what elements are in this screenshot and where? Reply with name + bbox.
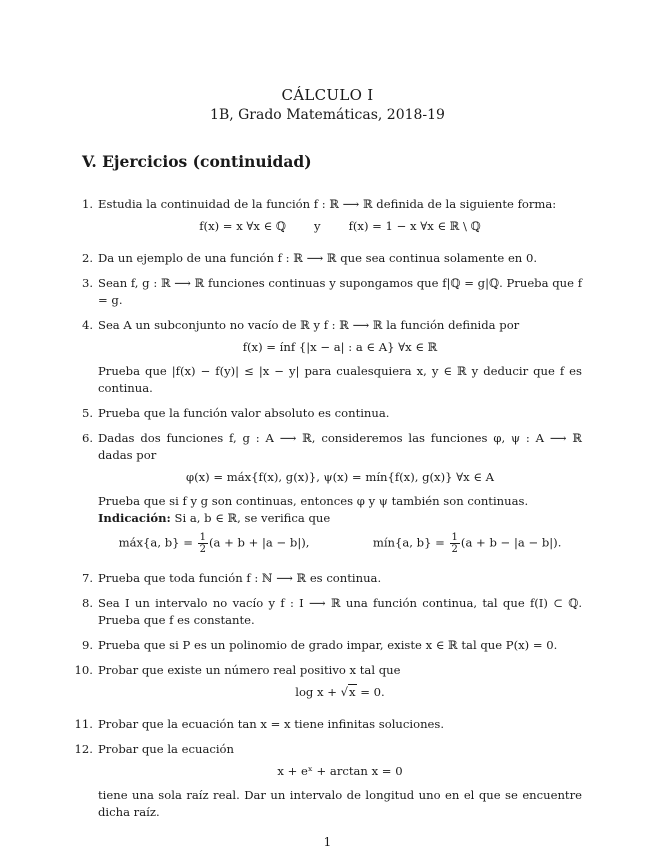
exercise-text: tiene una sola raíz real. Dar un intervalo de longitud uno en el que se encuentre dicha raíz.: [98, 788, 582, 819]
equation-part: log x +: [295, 685, 337, 699]
hint: [98, 510, 582, 527]
exercise-list: [74, 196, 582, 829]
exercise-number: 3.: [81, 276, 93, 290]
exercise-text: Prueba que si P es un polinomio de grado impar, existe x ∈ ℝ tal que P(x) = 0.: [98, 638, 558, 652]
exercise-4: [74, 317, 582, 397]
exercise-number: 9.: [81, 638, 93, 652]
exercise-text: Sean f, g : ℝ ⟶ ℝ funciones continuas y supongamos que f|ℚ = g|ℚ. Prueba que f = g.: [98, 276, 582, 307]
equation: [98, 218, 582, 235]
fraction: [450, 532, 460, 555]
exercise-number: 8.: [81, 596, 93, 610]
exercise-text: Prueba que toda función f : ℕ ⟶ ℝ es continua.: [98, 571, 382, 585]
exercise-text: Sea A un subconjunto no vacío de ℝ y f : ℝ ⟶ ℝ la función definida por: [98, 318, 520, 332]
course-title: CÁLCULO I: [281, 86, 374, 104]
exercise-10: [74, 662, 582, 708]
exercise-number: 7.: [81, 571, 93, 585]
equation: [98, 684, 582, 701]
exercise-number: 12.: [74, 742, 93, 756]
equation-part: (a + b + |a − b|),: [208, 535, 310, 550]
equation-connector: y: [314, 219, 321, 233]
exercise-text: Dadas dos funciones f, g : A ⟶ ℝ, consideremos las funciones φ, ψ : A ⟶ ℝ dadas por: [98, 431, 582, 462]
equation-part: f(x) = x ∀x ∈ ℚ: [199, 219, 287, 233]
exercise-9: [74, 637, 582, 654]
exercise-7: [74, 570, 582, 587]
equation: x + eˣ + arctan x = 0: [277, 764, 403, 778]
exercise-number: 5.: [81, 406, 93, 420]
exercise-1: [74, 196, 582, 242]
exercise-number: 1.: [81, 197, 93, 211]
exercise-text: Probar que la ecuación tan x = x tiene infinitas soluciones.: [98, 717, 445, 731]
exercise-text: Probar que existe un número real positivo x tal que: [98, 663, 401, 677]
page-number: 1: [323, 835, 332, 849]
hint-text: Si a, b ∈ ℝ, se verifica que: [174, 511, 331, 525]
exercise-12: [74, 741, 582, 821]
exercise-text: Estudia la continuidad de la función f : ℝ ⟶ ℝ definida de la siguiente forma:: [98, 197, 557, 211]
exercise-number: 2.: [81, 251, 93, 265]
exercise-text: Da un ejemplo de una función f : ℝ ⟶ ℝ que sea continua solamente en 0.: [98, 251, 538, 265]
hint-equation: [98, 532, 582, 555]
exercise-number: 11.: [74, 717, 93, 731]
section-title: V. Ejercicios (continuidad): [82, 152, 312, 171]
exercise-text: Prueba que |f(x) − f(y)| ≤ |x − y| para cualesquiera x, y ∈ ℝ y deducir que f es continua.: [98, 364, 582, 395]
equation: φ(x) = máx{f(x), g(x)}, ψ(x) = mín{f(x), g(x)} ∀x ∈ A: [185, 470, 495, 484]
fraction-denominator: 2: [451, 544, 458, 555]
radicand: x: [349, 685, 356, 699]
exercise-8: [74, 595, 582, 629]
exercise-5: [74, 405, 582, 422]
equation: f(x) = ínf {|x − a| : a ∈ A} ∀x ∈ ℝ: [242, 340, 438, 354]
fraction-denominator: 2: [199, 544, 206, 555]
equation-part: f(x) = 1 − x ∀x ∈ ℝ \ ℚ: [348, 219, 481, 233]
exercise-11: [74, 716, 582, 733]
exercise-text: Prueba que la función valor absoluto es continua.: [98, 406, 390, 420]
course-subtitle: 1B, Grado Matemáticas, 2018-19: [210, 107, 445, 123]
equation-part: máx{a, b} =: [118, 535, 193, 550]
exercise-text: Probar que la ecuación: [98, 742, 235, 756]
fraction: [198, 532, 208, 555]
exercise-number: 10.: [74, 663, 93, 677]
exercise-6: [74, 430, 582, 562]
equation-part: (a + b − |a − b|).: [460, 535, 562, 550]
exercise-text: Prueba que si f y g son continuas, entonces φ y ψ también son continuas.: [98, 494, 529, 508]
exercise-number: 6.: [81, 431, 93, 445]
square-root: √x: [340, 685, 356, 699]
exercise-3: [74, 275, 582, 309]
exercise-number: 4.: [81, 318, 93, 332]
equation-part: mín{a, b} =: [372, 535, 445, 550]
fraction-numerator: 1: [451, 532, 458, 543]
hint-label: Indicación:: [98, 511, 171, 525]
exercise-text: Sea I un intervalo no vacío y f : I ⟶ ℝ una función continua, tal que f(I) ⊂ ℚ. Prueba que f es constante.: [98, 596, 582, 627]
fraction-numerator: 1: [199, 532, 206, 543]
exercise-2: [74, 250, 582, 267]
equation-part: = 0.: [360, 685, 385, 699]
